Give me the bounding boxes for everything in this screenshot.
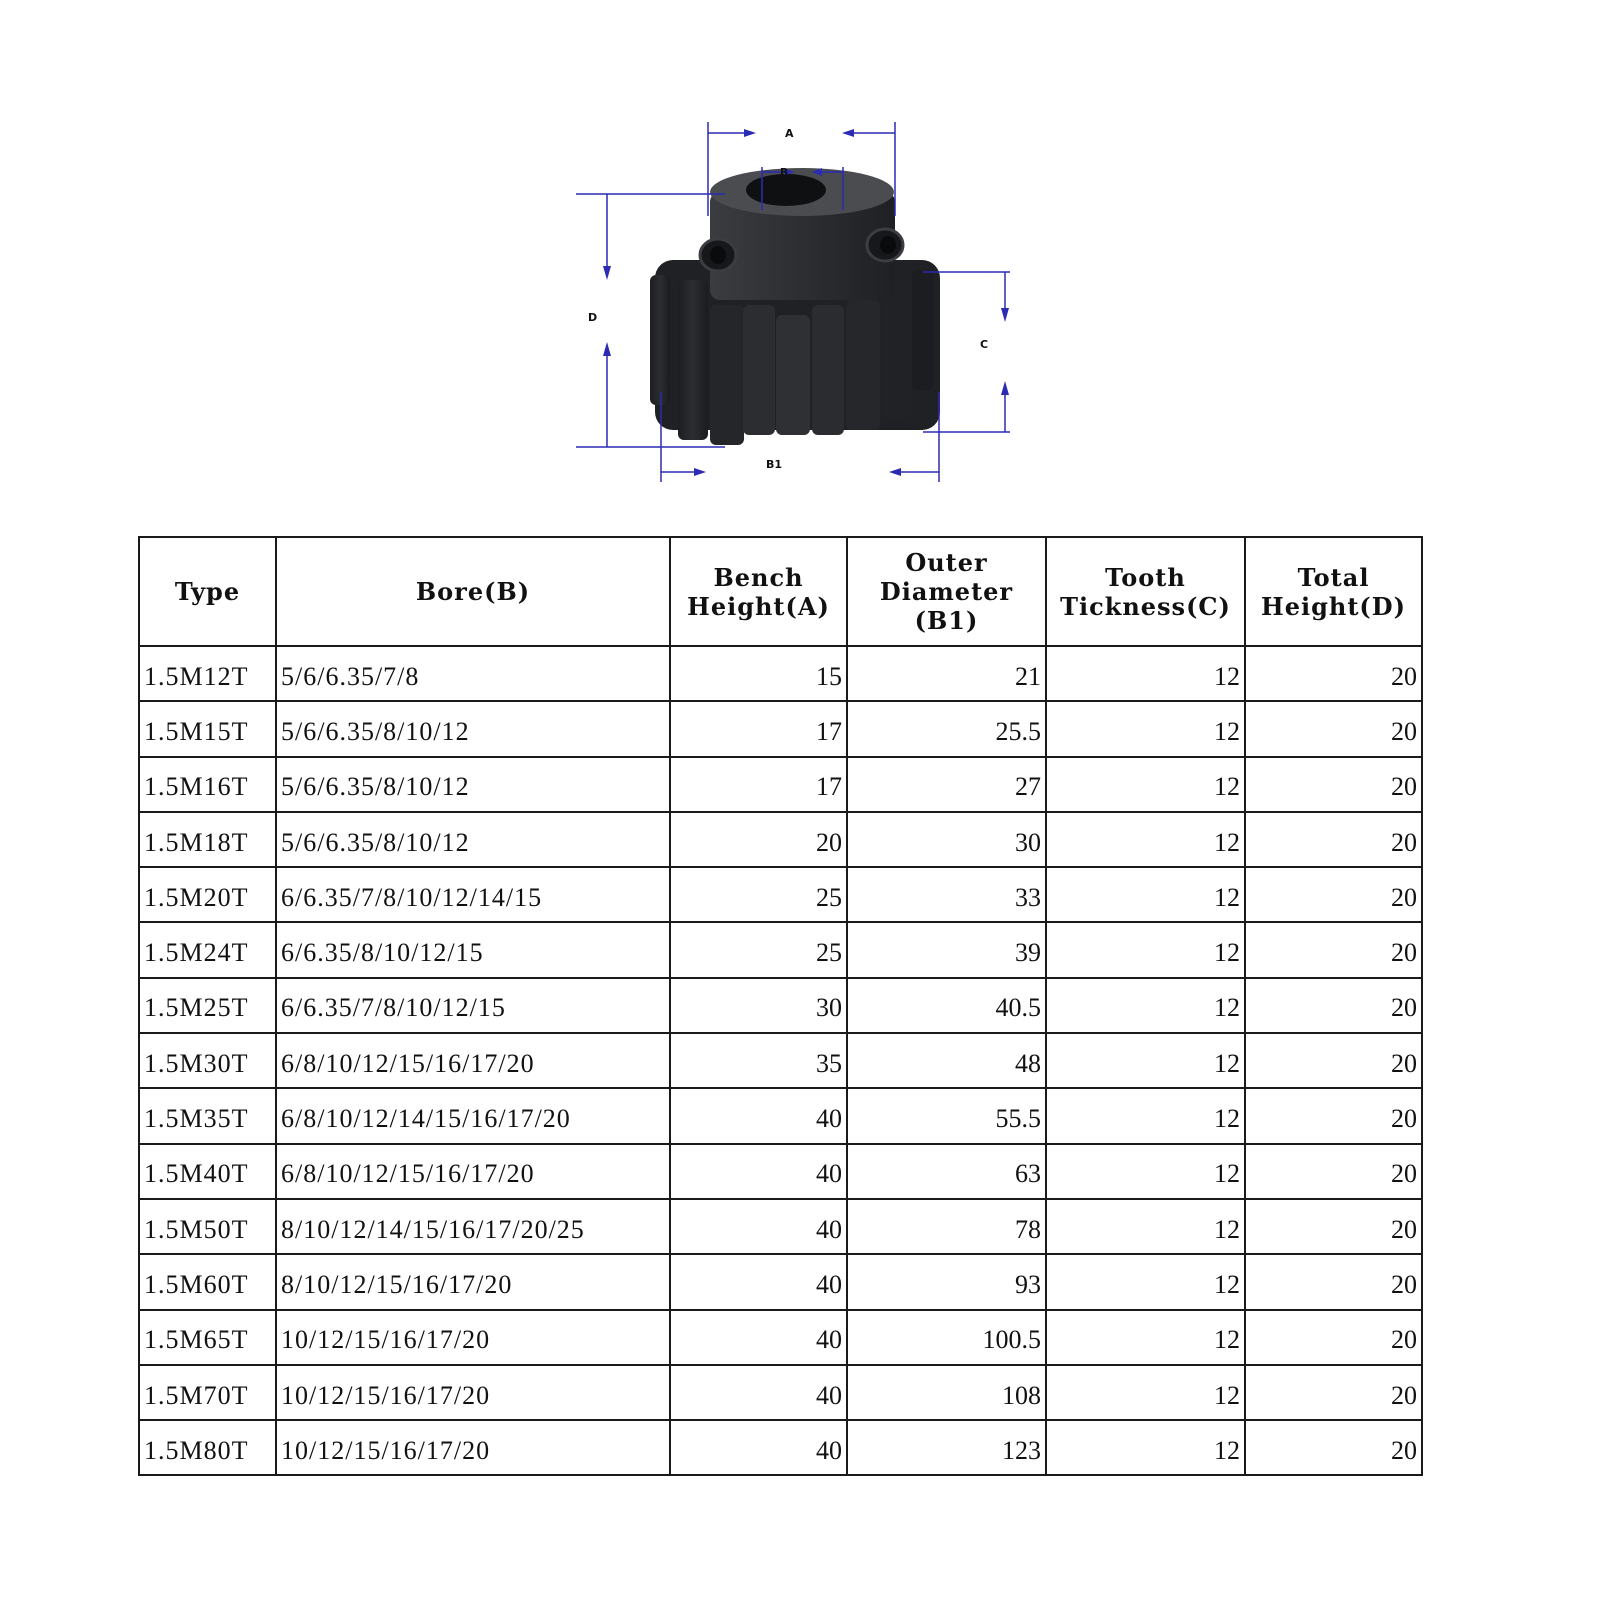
cell-tooth-thickness: 12 [1046,701,1245,756]
table-row [139,867,1422,922]
table-row [139,1254,1422,1309]
cell-outer-diameter: 27 [847,757,1046,812]
cell-bore: 6/6.35/7/8/10/12/15 [276,978,670,1033]
header-outer-diameter: Outer Diameter (B1) [847,537,1046,646]
cell-tooth-thickness: 12 [1046,1420,1245,1475]
dim-label-a: A [785,127,794,140]
cell-bench-height: 20 [670,812,847,867]
cell-type: 1.5M18T [139,812,276,867]
cell-outer-diameter: 30 [847,812,1046,867]
dim-label-b1: B1 [766,458,783,471]
table-row [139,701,1422,756]
cell-tooth-thickness: 12 [1046,1144,1245,1199]
cell-tooth-thickness: 12 [1046,922,1245,977]
cell-type: 1.5M15T [139,701,276,756]
dim-label-b: B [780,166,789,179]
cell-type: 1.5M50T [139,1199,276,1254]
cell-total-height: 20 [1245,1144,1422,1199]
spec-table [138,536,1423,1476]
header-row [139,537,1422,646]
table-row [139,922,1422,977]
cell-bore: 6/8/10/12/14/15/16/17/20 [276,1088,670,1143]
cell-bore: 10/12/15/16/17/20 [276,1420,670,1475]
cell-total-height: 20 [1245,757,1422,812]
table-row [139,1033,1422,1088]
cell-bench-height: 15 [670,646,847,701]
cell-outer-diameter: 123 [847,1420,1046,1475]
table-row [139,1365,1422,1420]
cell-bore: 5/6/6.35/8/10/12 [276,812,670,867]
cell-bench-height: 17 [670,757,847,812]
cell-bore: 10/12/15/16/17/20 [276,1365,670,1420]
cell-type: 1.5M40T [139,1144,276,1199]
cell-total-height: 20 [1245,1033,1422,1088]
table-row [139,1144,1422,1199]
cell-tooth-thickness: 12 [1046,978,1245,1033]
table-row [139,1199,1422,1254]
cell-total-height: 20 [1245,922,1422,977]
cell-bench-height: 30 [670,978,847,1033]
gear-diagram [560,110,1010,490]
cell-outer-diameter: 48 [847,1033,1046,1088]
cell-total-height: 20 [1245,812,1422,867]
cell-type: 1.5M25T [139,978,276,1033]
cell-total-height: 20 [1245,978,1422,1033]
cell-outer-diameter: 39 [847,922,1046,977]
cell-type: 1.5M12T [139,646,276,701]
cell-tooth-thickness: 12 [1046,757,1245,812]
cell-total-height: 20 [1245,1088,1422,1143]
header-type: Type [139,537,276,646]
cell-tooth-thickness: 12 [1046,1088,1245,1143]
cell-outer-diameter: 21 [847,646,1046,701]
cell-type: 1.5M80T [139,1420,276,1475]
cell-bench-height: 40 [670,1199,847,1254]
cell-outer-diameter: 25.5 [847,701,1046,756]
cell-bore: 10/12/15/16/17/20 [276,1310,670,1365]
cell-outer-diameter: 93 [847,1254,1046,1309]
cell-outer-diameter: 63 [847,1144,1046,1199]
cell-type: 1.5M65T [139,1310,276,1365]
dim-label-d: D [588,311,598,324]
cell-bench-height: 40 [670,1420,847,1475]
cell-outer-diameter: 40.5 [847,978,1046,1033]
cell-total-height: 20 [1245,1199,1422,1254]
cell-tooth-thickness: 12 [1046,1033,1245,1088]
cell-bench-height: 35 [670,1033,847,1088]
header-bench-height: Bench Height(A) [670,537,847,646]
table-row [139,1088,1422,1143]
cell-total-height: 20 [1245,867,1422,922]
cell-type: 1.5M24T [139,922,276,977]
cell-outer-diameter: 78 [847,1199,1046,1254]
cell-bore: 6/6.35/8/10/12/15 [276,922,670,977]
cell-tooth-thickness: 12 [1046,646,1245,701]
cell-bench-height: 17 [670,701,847,756]
cell-total-height: 20 [1245,1310,1422,1365]
table-row [139,757,1422,812]
header-total-height: Total Height(D) [1245,537,1422,646]
table-row [139,1420,1422,1475]
spec-table-body [139,646,1422,1475]
cell-bore: 6/6.35/7/8/10/12/14/15 [276,867,670,922]
cell-outer-diameter: 108 [847,1365,1046,1420]
cell-bench-height: 40 [670,1254,847,1309]
cell-type: 1.5M70T [139,1365,276,1420]
header-tooth-thickness: Tooth Tickness(C) [1046,537,1245,646]
cell-total-height: 20 [1245,1254,1422,1309]
cell-bore: 6/8/10/12/15/16/17/20 [276,1144,670,1199]
cell-total-height: 20 [1245,646,1422,701]
cell-tooth-thickness: 12 [1046,812,1245,867]
cell-bench-height: 40 [670,1310,847,1365]
cell-type: 1.5M20T [139,867,276,922]
cell-tooth-thickness: 12 [1046,1254,1245,1309]
cell-type: 1.5M35T [139,1088,276,1143]
cell-outer-diameter: 100.5 [847,1310,1046,1365]
cell-outer-diameter: 33 [847,867,1046,922]
table-row [139,812,1422,867]
dim-label-c: C [980,338,989,351]
gear-illustration [560,110,1010,490]
cell-bore: 8/10/12/14/15/16/17/20/25 [276,1199,670,1254]
table-row [139,646,1422,701]
cell-total-height: 20 [1245,1365,1422,1420]
cell-bench-height: 40 [670,1088,847,1143]
cell-total-height: 20 [1245,701,1422,756]
table-row [139,1310,1422,1365]
cell-tooth-thickness: 12 [1046,867,1245,922]
header-bore: Bore(B) [276,537,670,646]
cell-bore: 5/6/6.35/8/10/12 [276,701,670,756]
cell-total-height: 20 [1245,1420,1422,1475]
cell-outer-diameter: 55.5 [847,1088,1046,1143]
cell-tooth-thickness: 12 [1046,1199,1245,1254]
cell-tooth-thickness: 12 [1046,1365,1245,1420]
gear-hub [710,168,895,300]
cell-type: 1.5M60T [139,1254,276,1309]
table-row [139,978,1422,1033]
cell-bore: 5/6/6.35/7/8 [276,646,670,701]
cell-bench-height: 40 [670,1365,847,1420]
cell-type: 1.5M30T [139,1033,276,1088]
cell-bench-height: 40 [670,1144,847,1199]
cell-bench-height: 25 [670,867,847,922]
cell-bore: 8/10/12/15/16/17/20 [276,1254,670,1309]
cell-bore: 5/6/6.35/8/10/12 [276,757,670,812]
cell-type: 1.5M16T [139,757,276,812]
cell-tooth-thickness: 12 [1046,1310,1245,1365]
cell-bore: 6/8/10/12/15/16/17/20 [276,1033,670,1088]
cell-bench-height: 25 [670,922,847,977]
